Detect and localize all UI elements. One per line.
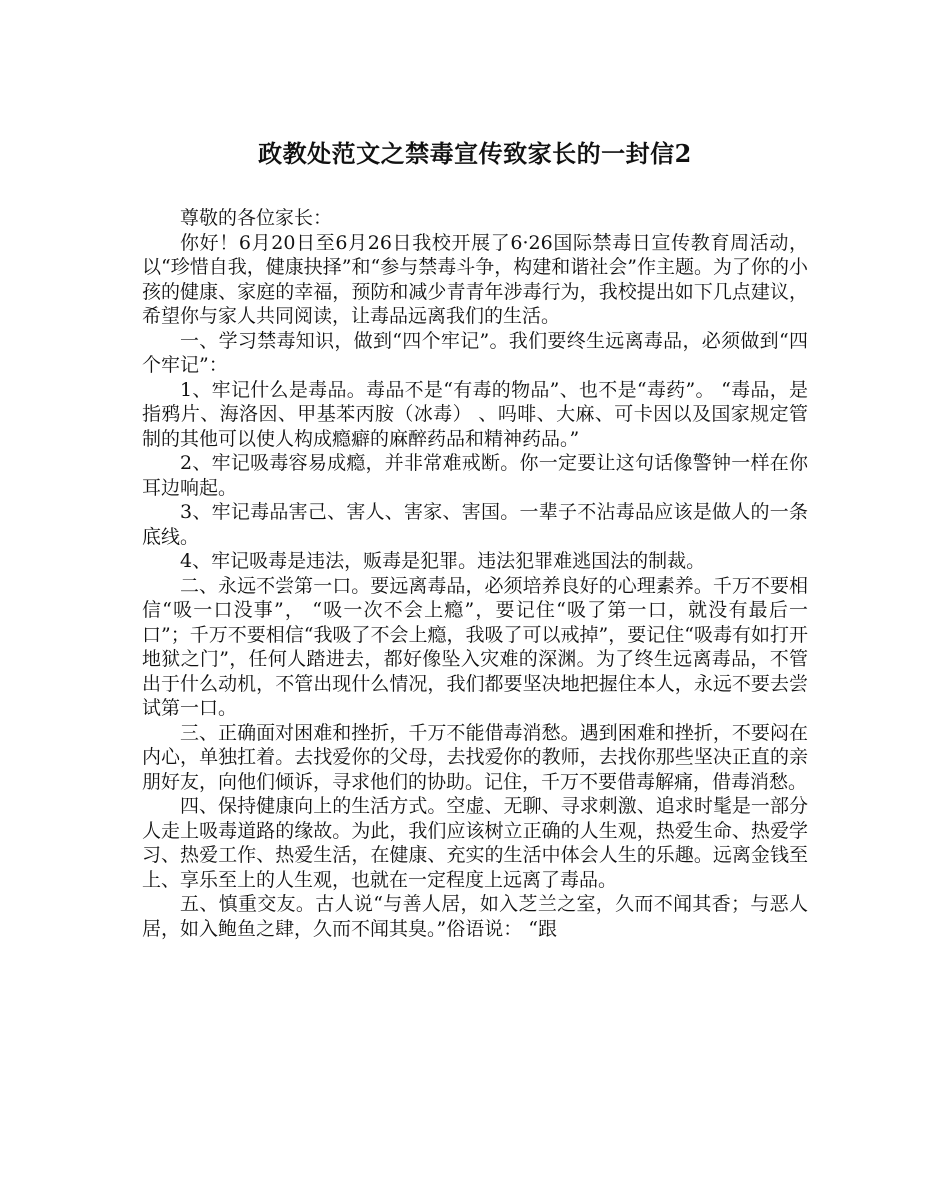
paragraph-item-3: 3、牢记毒品害己、害人、害家、害国。一辈子不沾毒品应该是做人的一条底线。 bbox=[142, 501, 808, 548]
paragraph-section-2: 二、永远不尝第一口。要远离毒品，必须培养良好的心理素养。千万不要相信“吸一口没事”， “吸一次不会上瘾”，要记住“吸了第一口，就没有最后一口”；千万不要相信“我吸了不会上瘾，我吸了可以戒掉”，要记住“吸毒有如打开地狱之门”，任何人踏进去，都好像坠入灾难的深渊。为了终生远离毒品，不管出于什么动机，不管出现什么情况，我们都要坚决地把握住本人，永远不要去尝试第一口。 bbox=[142, 574, 808, 719]
salutation: 尊敬的各位家长： bbox=[180, 207, 333, 229]
paragraph-section-1: 一、学习禁毒知识，做到“四个牢记”。我们要终生远离毒品，必须做到“四个牢记”： bbox=[142, 329, 808, 376]
paragraph-greeting: 你好！6月20日至6月26日我校开展了6·26国际禁毒日宣传教育周活动，以“珍惜自我，健康抉择”和“参与禁毒斗争，构建和谐社会”作主题。为了你的小孩的健康、家庭的幸福，预防和减少青青年涉毒行为，我校提出如下几点建议，希望你与家人共同阅读，让毒品远离我们的生活。 bbox=[142, 231, 808, 327]
paragraph-item-4: 4、牢记吸毒是违法，贩毒是犯罪。违法犯罪难逃国法的制裁。 bbox=[180, 550, 706, 572]
paragraph-item-1: 1、牢记什么是毒品。毒品不是“有毒的物品”、也不是“毒药”。 “毒品，是指鸦片、海洛因、甲基苯丙胺（冰毒） 、吗啡、大麻、可卡因以及国家规定管制的其他可以使人构成瘾癖的麻醉药品和精神药品。” bbox=[142, 378, 808, 450]
paragraph-item-2: 2、牢记吸毒容易成瘾，并非常难戒断。你一定要让这句话像警钟一样在你耳边响起。 bbox=[142, 452, 808, 499]
paragraph-section-4: 四、保持健康向上的生活方式。空虚、无聊、寻求刺激、追求时髦是一部分人走上吸毒道路的缘故。为此，我们应该树立正确的人生观，热爱生命、热爱学习、热爱工作、热爱生活，在健康、充实的生活中体会人生的乐趣。远离金钱至上、享乐至上的人生观，也就在一定程度上远离了毒品。 bbox=[142, 795, 808, 891]
paragraph-section-5: 五、慎重交友。古人说“与善人居，如入芝兰之室，久而不闻其香；与恶人居，如入鲍鱼之肆，久而不闻其臭。”俗语说： “跟 bbox=[142, 893, 808, 940]
paragraph-section-3: 三、正确面对困难和挫折，千万不能借毒消愁。遇到困难和挫折，不要闷在内心，单独扛着。去找爱你的父母，去找爱你的教师，去找你那些坚决正直的亲朋好友，向他们倾诉，寻求他们的协助。记住，千万不要借毒解痛，借毒消愁。 bbox=[142, 721, 808, 793]
document-title: 政教处范文之禁毒宣传致家长的一封信2 bbox=[258, 139, 692, 168]
document-body bbox=[142, 206, 808, 941]
